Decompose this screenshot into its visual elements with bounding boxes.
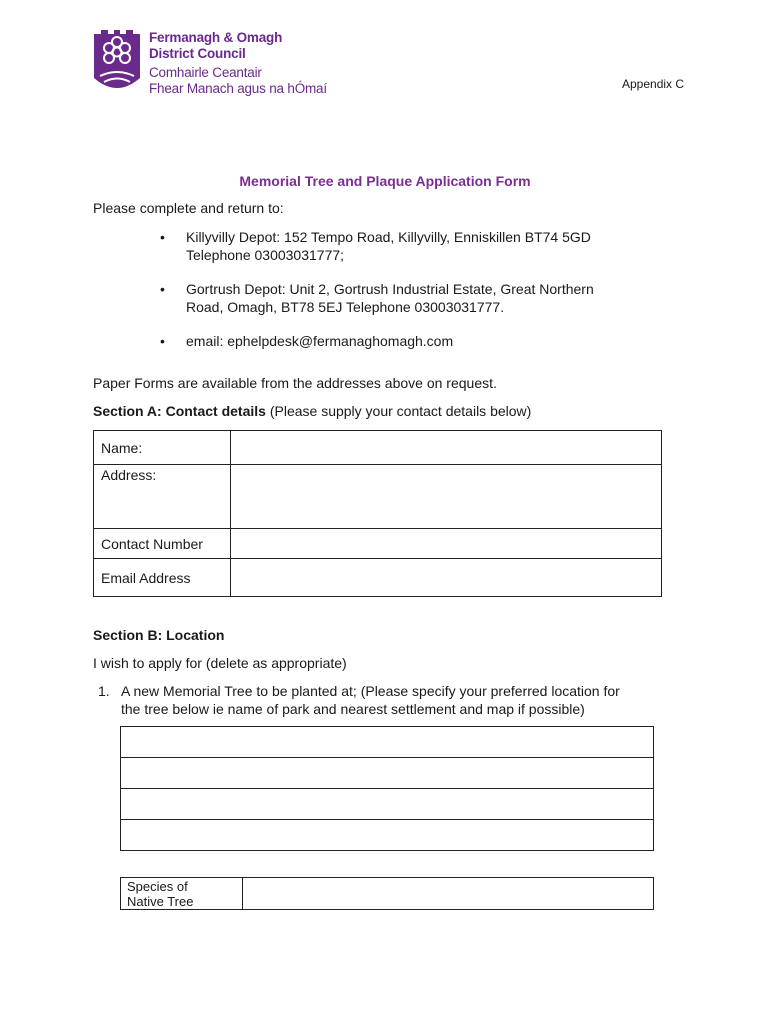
bullet-1: • (160, 229, 165, 245)
species-label-line2: Native Tree (127, 894, 194, 909)
contact-details-table (93, 430, 662, 597)
address-1-line2: Telephone 03003031777; (186, 247, 345, 263)
address-2-line1: Gortrush Depot: Unit 2, Gortrush Industrial Estate, Great Northern (186, 281, 594, 297)
council-crest-icon (92, 30, 142, 98)
name-field[interactable] (231, 431, 662, 465)
location-table (120, 726, 654, 851)
species-field[interactable] (244, 878, 653, 909)
section-b-instruction: I wish to apply for (delete as appropriate) (93, 655, 347, 671)
name-label: Name: (94, 431, 231, 465)
item-1-line2: the tree below ie name of park and nearest settlement and map if possible) (121, 701, 585, 717)
address-field[interactable] (231, 465, 662, 529)
email-address[interactable]: email: ephelpdesk@fermanaghomagh.com (186, 333, 454, 349)
email-field[interactable] (231, 559, 662, 597)
paper-forms-note: Paper Forms are available from the addresses above on request. (93, 375, 497, 391)
council-logo (92, 30, 332, 100)
bullet-3: • (160, 333, 165, 349)
section-a-title: Section A: Contact details (93, 403, 266, 419)
location-row-1[interactable] (121, 727, 653, 758)
location-row-2[interactable] (121, 758, 653, 789)
org-irish-line1: Comhairle Ceantair (149, 65, 262, 80)
org-name-line1: Fermanagh & Omagh (149, 30, 283, 45)
species-label (121, 878, 243, 909)
species-label-line1: Species of (127, 879, 188, 894)
address-1-line1: Killyvilly Depot: 152 Tempo Road, Killyvilly, Enniskillen BT74 5GD (186, 229, 591, 245)
intro-text: Please complete and return to: (93, 200, 284, 216)
section-b-heading: Section B: Location (93, 627, 225, 643)
item-1-number: 1. (98, 683, 110, 699)
section-a-heading (93, 402, 531, 420)
address-2-line2: Road, Omagh, BT78 5EJ Telephone 03003031777. (186, 299, 505, 315)
appendix-label: Appendix C (622, 77, 685, 91)
contact-number-field[interactable] (231, 529, 662, 559)
bullet-2: • (160, 281, 165, 297)
contact-number-label: Contact Number (94, 529, 231, 559)
location-row-4[interactable] (121, 820, 653, 850)
org-name-line2: District Council (149, 45, 246, 61)
address-label: Address: (94, 465, 231, 529)
email-label: Email Address (94, 559, 231, 597)
section-a-note: (Please supply your contact details below) (265, 403, 532, 419)
species-table (120, 877, 654, 910)
form-title: Memorial Tree and Plaque Application Form (239, 173, 531, 189)
item-1-line1: A new Memorial Tree to be planted at; (Please specify your preferred location for (121, 683, 620, 699)
org-irish-line2: Fhear Manach agus na hÓmaí (149, 80, 327, 96)
location-row-3[interactable] (121, 789, 653, 820)
